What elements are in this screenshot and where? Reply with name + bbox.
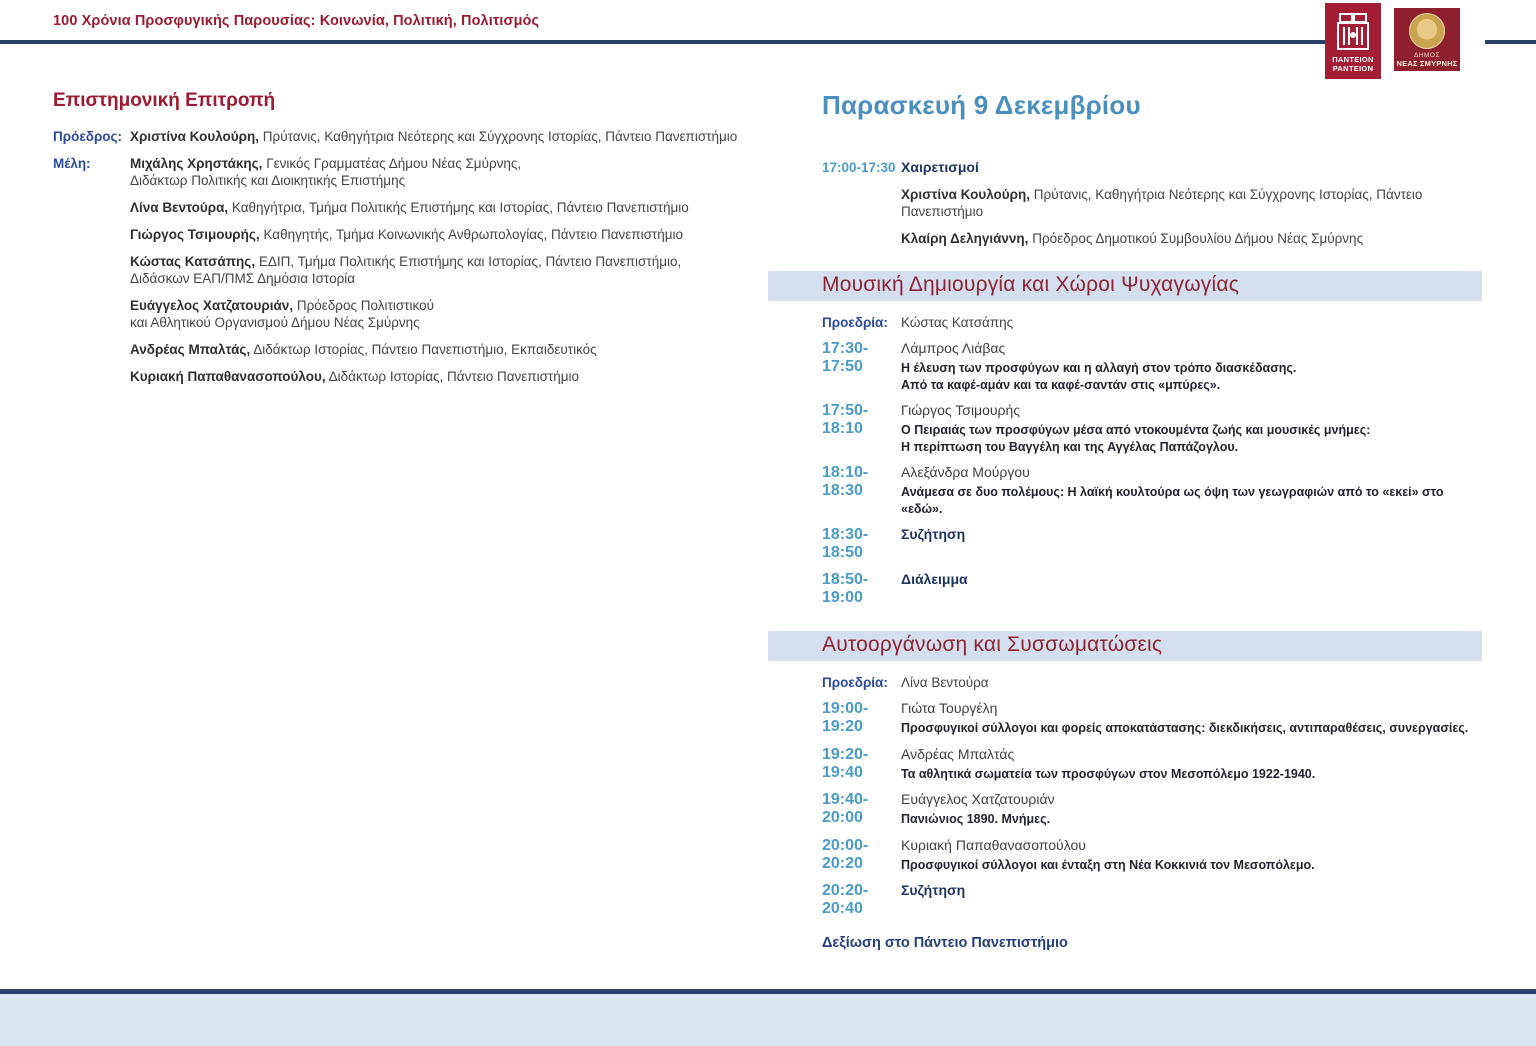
person-desc: ΕΔΙΠ, Τμήμα Πολιτικής Επιστήμης και Ιστορίας, Πάντειο Πανεπιστήμιο, <box>255 254 682 269</box>
opening-row <box>822 159 1482 176</box>
program-item <box>822 746 1482 783</box>
program-item <box>822 571 1482 607</box>
talk-title: Πανιώνιος 1890. Μνήμες. <box>901 812 1051 826</box>
program-item <box>822 526 1482 562</box>
footer-band <box>0 994 1536 1046</box>
committee-member-row <box>53 297 743 331</box>
session-chair-row <box>822 674 1482 691</box>
program-item <box>822 882 1482 918</box>
person-desc: Γενικός Γραμματέας Δήμου Νέας Σμύρνης, <box>262 156 522 171</box>
talk-title: Από τα καφέ-αμάν και τα καφέ-σαντάν στις «μπύρες». <box>901 377 1221 392</box>
person-desc-line2: Διδάκτωρ Πολιτικής και Διοικητικής Επιστήμης <box>130 173 406 188</box>
person-desc: Πρόεδρος Δημοτικού Συμβουλίου Δήμου Νέας Σμύρνης <box>1028 231 1364 246</box>
committee-member-row <box>53 253 743 287</box>
committee-member-row <box>53 368 743 385</box>
break-title: Συζήτηση <box>901 882 966 898</box>
time-slot: 20:20-20:40 <box>822 882 869 917</box>
chair-name: Λίνα Βεντούρα <box>901 675 989 690</box>
person-desc: Πρύτανις, Καθηγήτρια Νεότερης και Σύγχρονης Ιστορίας, Πάντειο Πανεπιστήμιο <box>259 129 738 144</box>
committee-member-row <box>53 226 743 243</box>
person-desc: Διδάκτωρ Ιστορίας, Πάντειο Πανεπιστήμιο <box>325 369 580 384</box>
program-section <box>768 90 1482 951</box>
nea-smyrni-seal-icon <box>1409 13 1445 49</box>
program-item <box>822 837 1482 874</box>
logo-strip <box>1325 0 1485 86</box>
speaker-name: Αλεξάνδρα Μούργου <box>901 464 1030 480</box>
panteion-university-logo <box>1325 3 1381 79</box>
day-title: Παρασκευή 9 Δεκεμβρίου <box>822 90 1141 120</box>
member-entry <box>130 155 743 189</box>
time-slot: 19:40-20:00 <box>822 791 869 826</box>
person-desc: Καθηγήτρια, Τμήμα Πολιτικής Επιστήμης και Ιστορίας, Πάντειο Πανεπιστήμιο <box>228 200 689 215</box>
chair-label: Προεδρία: <box>822 315 888 330</box>
person-name: Μιχάλης Χρηστάκης, <box>130 156 263 171</box>
time-slot: 18:10-18:30 <box>822 464 869 499</box>
person-name: Λίνα Βεντούρα, <box>130 200 229 215</box>
person-desc-line2: και Αθλητικού Οργανισμού Δήμου Νέας Σμύρνης <box>130 315 420 330</box>
person-name: Κλαίρη Δεληγιάννη, <box>901 231 1029 246</box>
speaker-name: Γιώτα Τουργέλη <box>901 700 998 716</box>
members-label: Μέλη: <box>53 156 91 171</box>
program-item <box>822 700 1482 737</box>
person-desc: Διδάκτωρ Ιστορίας, Πάντειο Πανεπιστήμιο, Εκπαιδευτικός <box>250 342 597 357</box>
time-slot: 20:00-20:20 <box>822 836 869 872</box>
person-name: Κώστας Κατσάπης, <box>130 254 256 269</box>
opening-title: Χαιρετισμοί <box>901 159 979 175</box>
committee-member-row <box>53 155 743 189</box>
speaker-name: Γιώργος Τσιμουρής <box>901 402 1021 418</box>
speaker-name: Ευάγγελος Χατζατουριάν <box>901 791 1055 807</box>
talk-title: Ο Πειραιάς των προσφύγων μέσα από ντοκουμέντα ζωής και μουσικές μνήμες: <box>901 423 1371 437</box>
session-title-band: Μουσική Δημιουργία και Χώροι Ψυχαγωγίας <box>768 271 1482 301</box>
person-desc: Πρύτανις, Καθηγήτρια Νεότερης και Σύγχρονης Ιστορίας, Πάντειο Πανεπιστήμιο <box>901 187 1423 219</box>
committee-member-row <box>53 199 743 216</box>
talk-title: Τα αθλητικά σωματεία των προσφύγων στον Μεσοπόλεμο 1922-1940. <box>901 766 1316 781</box>
time-slot: 17:30-17:50 <box>822 340 869 375</box>
break-title: Διάλειμμα <box>901 571 968 587</box>
panteion-logo-label-latin: PANTEION <box>1332 64 1374 74</box>
closing-reception-note: Δεξίωση στο Πάντειο Πανεπιστήμιο <box>822 935 1068 951</box>
member-entry <box>130 297 743 331</box>
person-desc: Πρόεδρος Πολιτιστικού <box>293 298 434 313</box>
header-divider <box>0 40 1536 44</box>
person-name: Γιώργος Τσιμουρής, <box>130 227 260 242</box>
member-entry <box>130 226 743 243</box>
nea-smyrni-logo-label-2: ΝΕΑΣ ΣΜΥΡΝΗΣ <box>1396 59 1458 68</box>
chair-label: Πρόεδρος: <box>53 129 123 144</box>
talk-title: Ανάμεσα σε δυο πολέμους: Η λαϊκή κουλτούρα ως όψη των γεωγραφιών από το «εκεί» στο «εδώ». <box>901 485 1444 516</box>
opening-speaker <box>901 186 1482 220</box>
chair-name: Κώστας Κατσάπης <box>901 315 1014 330</box>
nea-smyrni-logo-label-1: ΔΗΜΟΣ <box>1413 52 1441 59</box>
chair-entry <box>130 128 743 145</box>
time-slot: 17:00-17:30 <box>822 160 896 175</box>
time-slot: 19:00-19:20 <box>822 700 869 735</box>
member-entry <box>130 253 743 287</box>
page-title: 100 Χρόνια Προσφυγικής Παρουσίας: Κοινωνία, Πολιτική, Πολιτισμός <box>53 13 540 29</box>
time-slot: 18:50-19:00 <box>822 571 869 606</box>
person-name: Ευάγγελος Χατζατουριάν, <box>130 298 294 313</box>
person-desc: Καθηγητής, Τμήμα Κοινωνικής Ανθρωπολογίας, Πάντειο Πανεπιστήμιο <box>259 227 684 242</box>
time-slot: 18:30-18:50 <box>822 526 869 561</box>
chair-label: Προεδρία: <box>822 675 888 690</box>
opening-speaker <box>901 230 1482 247</box>
person-name: Κυριακή Παπαθανασοπούλου, <box>130 369 326 384</box>
committee-chair-row <box>53 128 743 145</box>
talk-title: Η έλευση των προσφύγων και η αλλαγή στον τρόπο διασκέδασης. <box>901 361 1297 375</box>
program-item <box>822 340 1482 393</box>
time-slot: 17:50-18:10 <box>822 402 869 437</box>
committee-heading: Επιστημονική Επιτροπή <box>53 90 276 111</box>
person-name: Ανδρέας Μπαλτάς, <box>130 342 251 357</box>
panteion-logo-label-greek: ΠΑΝΤΕΙΟΝ <box>1332 54 1374 64</box>
program-item <box>822 464 1482 517</box>
speaker-name: Λάμπρος Λιάβας <box>901 340 1006 356</box>
person-name: Χριστίνα Κουλούρη, <box>901 187 1031 202</box>
person-name: Χριστίνα Κουλούρη, <box>130 129 260 144</box>
scientific-committee-section <box>53 90 743 395</box>
talk-title: Προσφυγικοί σύλλογοι και φορείς αποκατάστασης: διεκδικήσεις, αντιπαραθέσεις, συνεργασίες. <box>901 721 1469 735</box>
break-title: Συζήτηση <box>901 526 966 542</box>
committee-member-row <box>53 341 743 358</box>
speaker-name: Κυριακή Παπαθανασοπούλου <box>901 836 1086 853</box>
session-chair-row <box>822 314 1482 331</box>
panteion-emblem-icon <box>1336 13 1370 51</box>
talk-title: Προσφυγικοί σύλλογοι και ένταξη στη Νέα Κοκκινιά τον Μεσοπόλεμο. <box>901 857 1315 872</box>
person-desc-line2: Διδάσκων ΕΑΠ/ΠΜΣ Δημόσια Ιστορία <box>130 271 356 286</box>
program-item <box>822 402 1482 455</box>
member-entry <box>130 341 743 358</box>
speaker-name: Ανδρέας Μπαλτάς <box>901 745 1015 762</box>
time-slot: 19:20-19:40 <box>822 745 869 781</box>
session-title-band: Αυτοοργάνωση και Συσσωματώσεις <box>768 631 1482 661</box>
member-entry <box>130 199 743 216</box>
program-item <box>822 791 1482 828</box>
talk-title: Η περίπτωση του Βαγγέλη και της Αγγέλας Παπάζογλου. <box>901 439 1239 454</box>
member-entry <box>130 368 743 385</box>
nea-smyrni-municipality-logo <box>1394 8 1460 71</box>
